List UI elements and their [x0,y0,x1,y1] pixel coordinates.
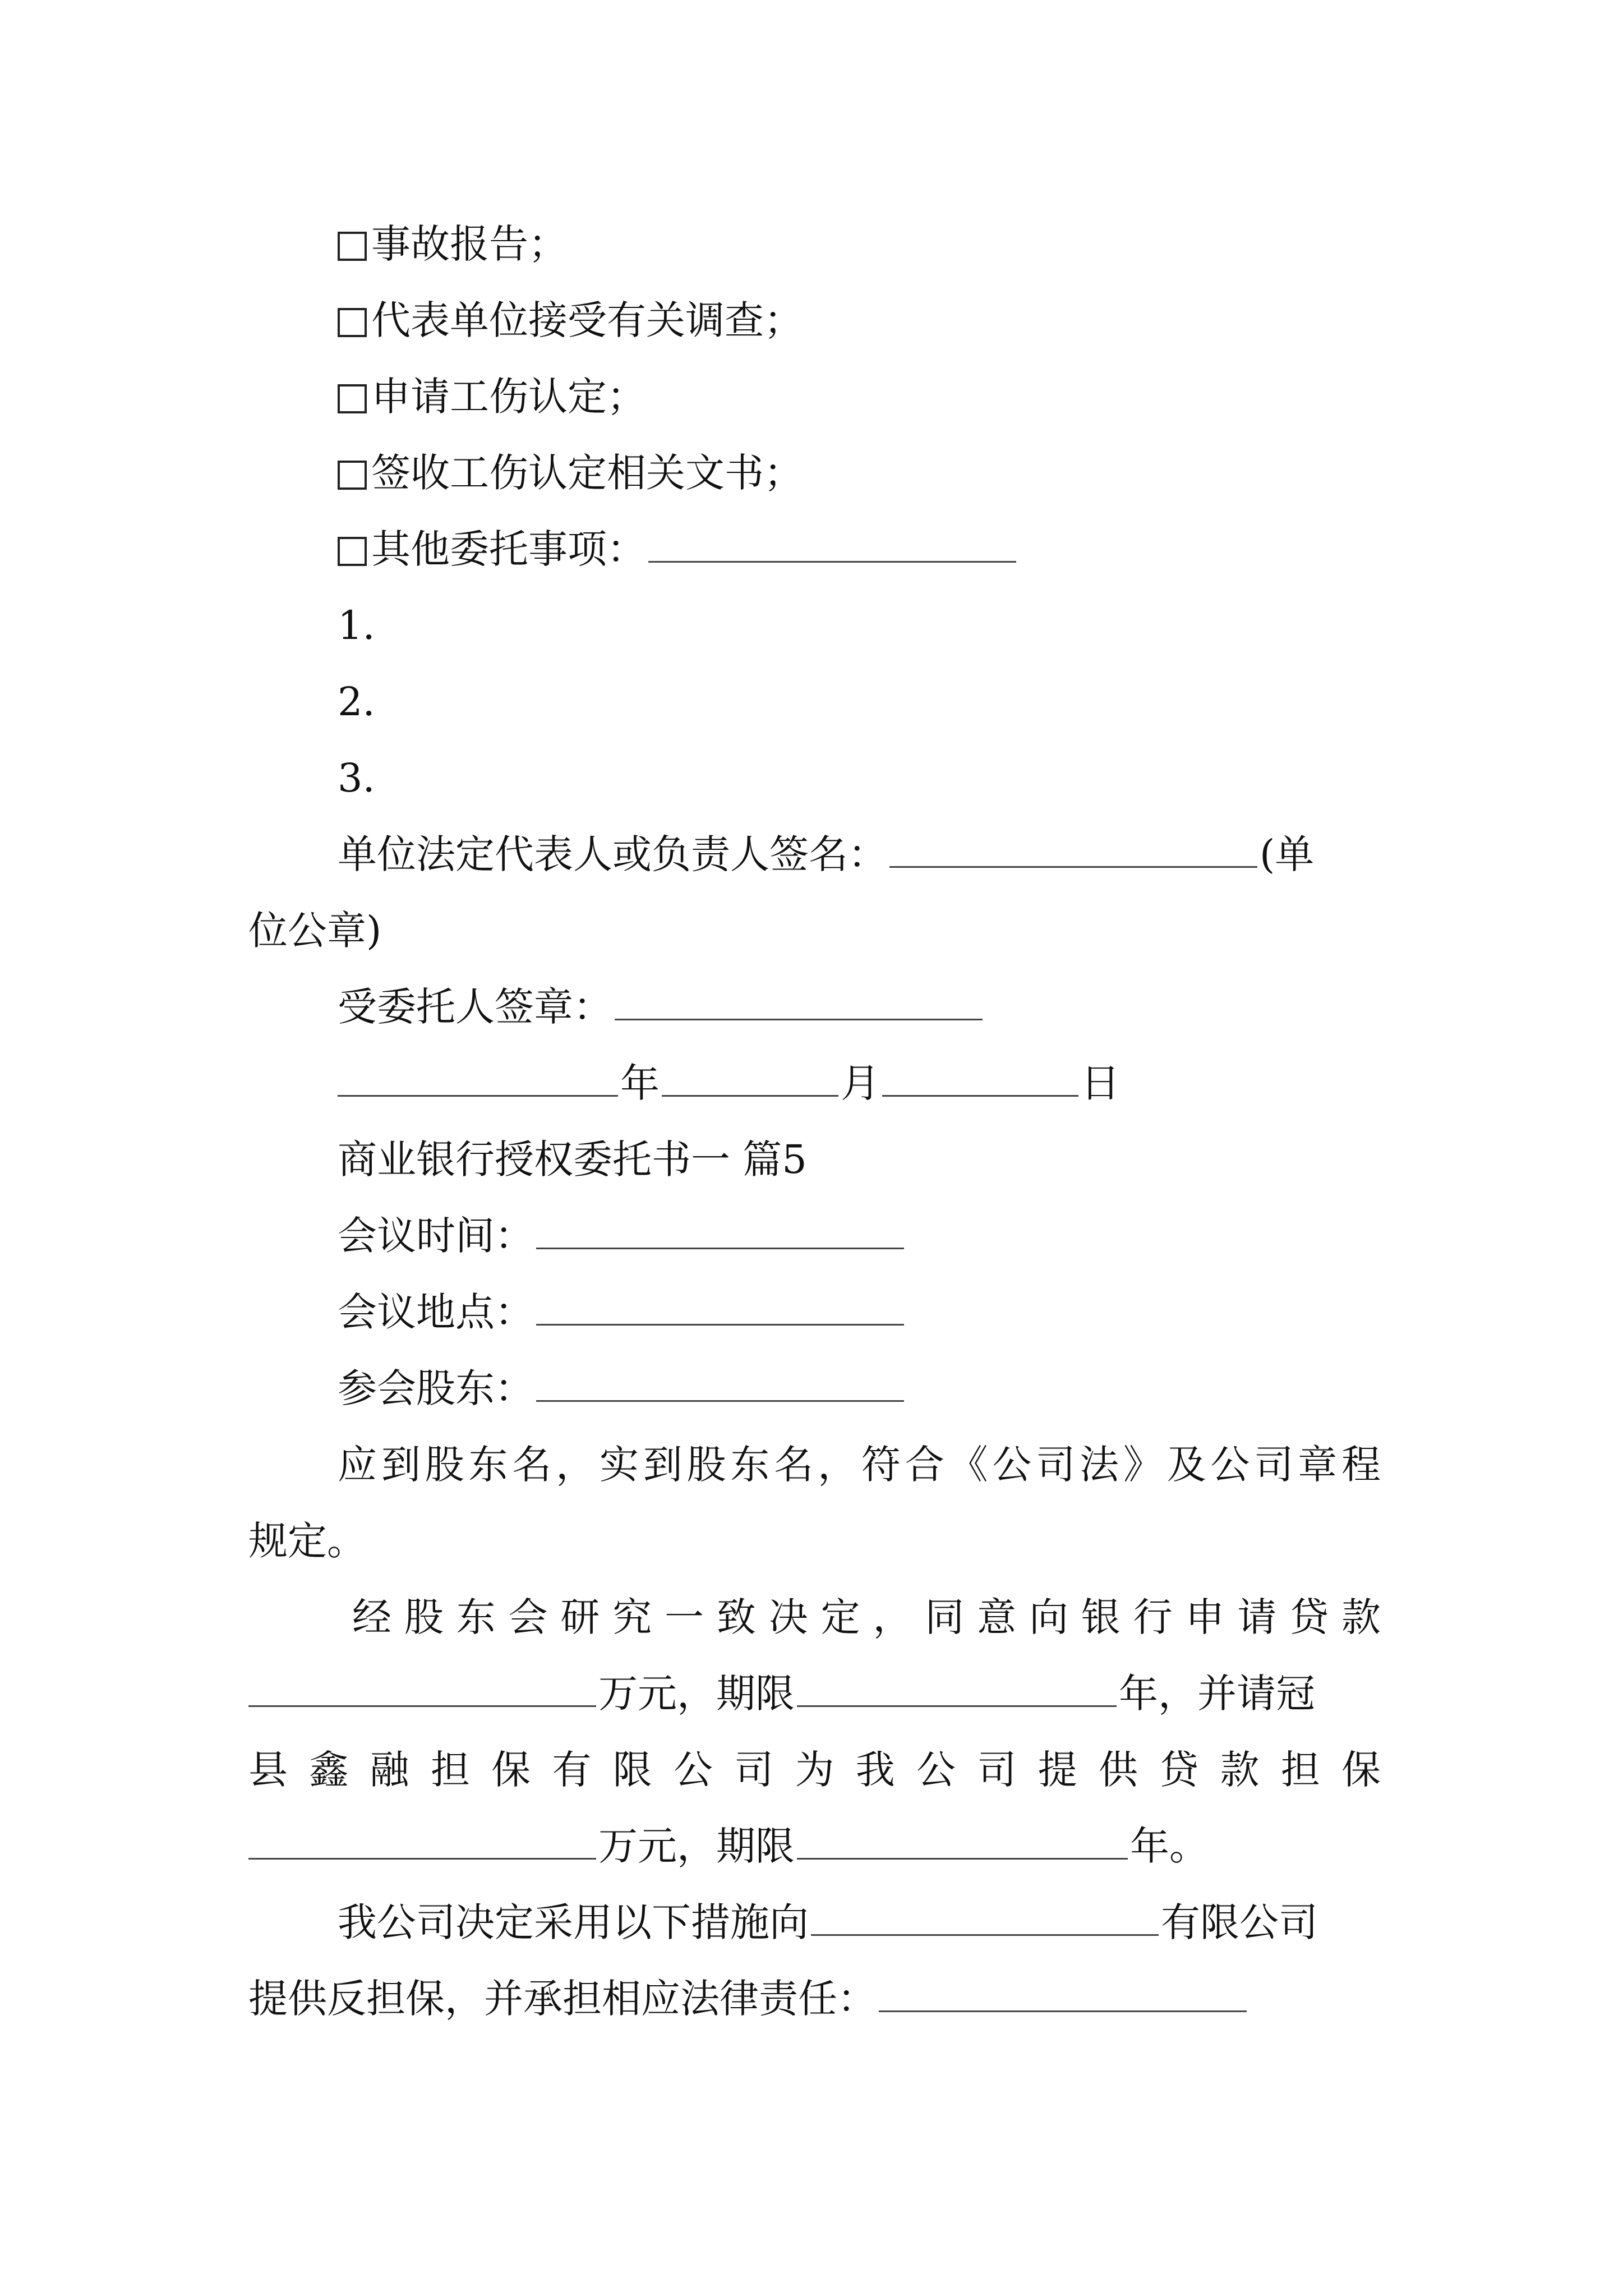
year-blank[interactable] [338,1056,618,1097]
numbered-item: 2. [338,679,375,725]
loan-amount-blank[interactable] [248,1666,596,1707]
quorum-line: 应到股东名，实到股东名，符合《公司法》及公司章程 [338,1442,1381,1488]
checkbox-icon[interactable] [338,461,367,490]
decision-line: 经股东会研究一致决定，同意向银行申请贷款 [352,1594,1381,1640]
meeting-time-line: 会议时间： [338,1208,906,1264]
other-matters-blank[interactable] [648,522,1016,563]
numbered-item: 3. [338,755,375,801]
checklist-item-accident-report: 事故报告； [338,216,568,272]
attendees-line: 参会股东： [338,1360,906,1416]
decision-line-2: 万元，期限 年，并请冠 [248,1665,1315,1722]
counter-guarantee-line-2: 提供反担保，并承担相应法律责任： [248,1971,1249,2027]
agent-signature-blank[interactable] [615,979,983,1020]
checklist-item-receive-documents: 签收工伤认定相关文书； [338,445,803,501]
checklist-item-investigation: 代表单位接受有关调查； [338,292,803,348]
checklist-item-injury-claim: 申请工伤认定； [338,369,646,425]
agent-signature-line: 受委托人签章： [338,979,985,1035]
decision-line-3: 县鑫融担保有限公司为我公司提供贷款担保 [248,1747,1381,1793]
checklist-item-other: 其他委托事项： [338,521,1018,577]
guarantee-amount-blank[interactable] [248,1819,596,1860]
day-blank[interactable] [882,1056,1078,1097]
meeting-time-blank[interactable] [536,1208,904,1249]
legal-rep-signature-line: 单位法定代表人或负责人签名： (单 [338,826,1314,882]
checkbox-icon[interactable] [338,537,367,566]
loan-term-blank[interactable] [797,1666,1117,1707]
month-blank[interactable] [662,1056,838,1097]
company-name-blank[interactable] [811,1895,1159,1936]
legal-rep-signature-cont: 位公章) [248,908,382,954]
meeting-place-blank[interactable] [536,1285,904,1326]
date-line: 年 月 日 [338,1055,1120,1111]
attendees-blank[interactable] [536,1361,904,1402]
numbered-item: 1. [338,602,375,648]
checkbox-icon[interactable] [338,232,367,261]
decision-line-4: 万元，期限 年。 [248,1818,1209,1874]
guarantee-term-blank[interactable] [797,1819,1128,1860]
meeting-place-line: 会议地点： [338,1284,906,1340]
quorum-line-cont: 规定。 [248,1518,366,1564]
legal-rep-signature-blank[interactable] [889,827,1257,868]
counter-guarantee-line: 我公司决定采用以下措施向 有限公司 [338,1894,1318,1950]
checkbox-icon[interactable] [338,308,367,337]
liability-blank[interactable] [879,1971,1247,2012]
checkbox-icon[interactable] [338,384,367,413]
section-title: 商业银行授权委托书一 篇5 [338,1137,807,1182]
